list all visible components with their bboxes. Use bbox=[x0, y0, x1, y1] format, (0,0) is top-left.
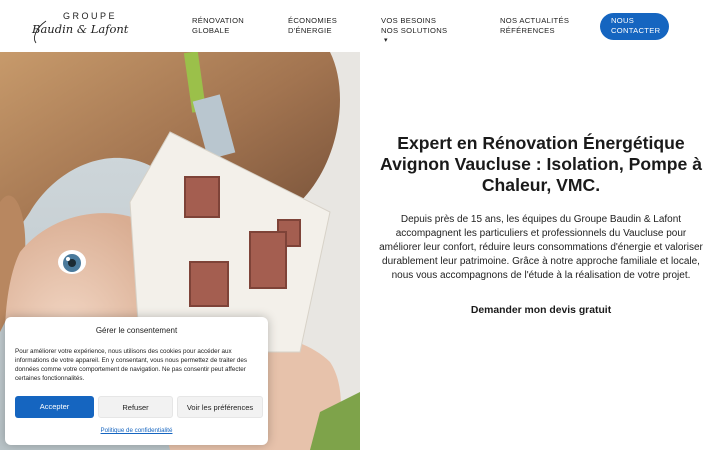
view-preferences-button[interactable]: Voir les préférences bbox=[177, 396, 263, 418]
nav-vos-besoins[interactable] bbox=[381, 16, 447, 46]
nav-label-line1: ÉCONOMIES bbox=[288, 16, 338, 25]
nav-label-line1: VOS BESOINS bbox=[381, 16, 437, 25]
logo-groupe-text: GROUPE bbox=[63, 11, 118, 21]
request-quote-link[interactable]: Demander mon devis gratuit bbox=[470, 305, 612, 316]
nav-economies-energie[interactable] bbox=[288, 16, 337, 36]
consent-title: Gérer le consentement bbox=[95, 326, 178, 335]
hero-description: Depuis près de 15 ans, les équipes du Groupe Baudin & Lafont accompagnent les particuliers et professionnels du Vaucluse pour améliorer leur confort, réduire leurs consommations d'énergie et valoriser durablement leur patrimoine. Grâce à notre approche familiale et locale, nous vous accompagnons de l'étude à la réalisation de votre projet. bbox=[379, 214, 703, 281]
nav-label-line2-wrap bbox=[381, 26, 447, 46]
hero-section bbox=[362, 52, 720, 450]
chevron-down-icon: ▾ bbox=[384, 37, 388, 44]
nav-label-line2: GLOBALE bbox=[192, 26, 230, 35]
nav-label-line2: RÉFÉRENCES bbox=[500, 26, 555, 35]
accept-cookies-button[interactable]: Accepter bbox=[15, 396, 94, 418]
logo[interactable] bbox=[30, 8, 145, 46]
refuse-cookies-button[interactable]: Refuser bbox=[98, 396, 173, 418]
logo-script-text: Baudin & Lafont bbox=[32, 22, 129, 36]
nav-renovation-globale[interactable] bbox=[192, 16, 244, 36]
nav-label-line1: NOS ACTUALITÉS bbox=[500, 16, 570, 25]
nav-label-line2: NOS SOLUTIONS bbox=[381, 26, 448, 35]
nav-label-line2: D'ÉNERGIE bbox=[288, 26, 332, 35]
contact-label-line1: NOUS bbox=[611, 16, 635, 25]
privacy-policy-link[interactable]: Politique de confidentialité bbox=[100, 427, 173, 434]
cookie-consent-dialog bbox=[5, 317, 268, 445]
contact-button[interactable] bbox=[600, 13, 669, 40]
site-header bbox=[0, 0, 720, 52]
consent-description: Pour améliorer votre expérience, nous utilisons des cookies pour accéder aux informations de votre appareil. En y consentant, vous nous permettez de traiter des données comme votre comportement de navigation. Ne pas consentir peut affecter certaines fonctionnalités. bbox=[15, 348, 248, 383]
nav-label-line1: RÉNOVATION bbox=[192, 16, 245, 25]
hero-title: Expert en Rénovation Énergétique Avignon Vaucluse : Isolation, Pompe à Chaleur, VMC. bbox=[380, 133, 702, 195]
nav-actualites[interactable] bbox=[500, 16, 569, 36]
contact-label-line2: CONTACTER bbox=[611, 26, 661, 35]
